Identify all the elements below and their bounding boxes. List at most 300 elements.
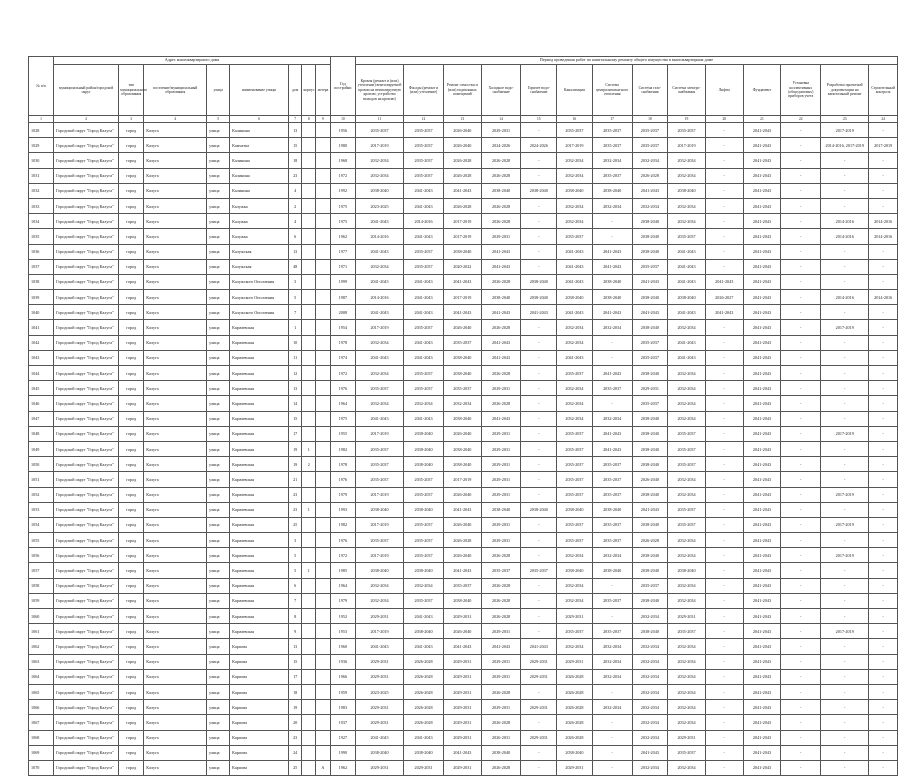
table-cell [316,639,331,654]
table-cell [316,335,331,350]
table-cell: 11 [288,350,302,365]
table-cell: Городской округ "Город Калуга" [54,730,119,745]
table-cell: улица [207,244,230,259]
table-cell: - [781,411,821,426]
table-cell: - [821,669,869,684]
table-cell: 2026-2040 [443,138,481,153]
table-cell: 1060 [29,609,54,624]
table-cell: - [705,745,743,760]
table-cell: город [119,624,144,639]
table-cell: 2035-2037 [632,335,668,350]
table-cell [316,381,331,396]
table-row [29,305,898,320]
table-cell: Карпова [230,715,289,730]
table-cell: улица [207,290,230,305]
table-cell: 2041-2043 [668,350,706,365]
table-cell: 2032-2034 [557,335,593,350]
table-cell: 2026-2028 [632,533,668,548]
table-cell: - [869,654,898,669]
table-cell: 2035-2037 [592,533,632,548]
table-cell: 2041-2043 [481,244,521,259]
table-cell: Калуга [144,593,207,608]
table-cell: Городской округ "Город Калуга" [54,123,119,138]
table-cell: 2035-2037 [557,366,593,381]
table-cell: 1051 [29,472,54,487]
table-cell: Калуга [144,198,207,213]
table-cell: 2038-2040 [592,290,632,305]
table-cell: 2035-2037 [404,123,444,138]
table-cell: 2041-2043 [592,305,632,320]
table-cell: 2041-2043 [404,639,444,654]
table-cell: 2029-2031 [443,715,481,730]
table-cell: - [592,760,632,775]
table-cell: - [821,381,869,396]
table-cell: - [869,198,898,213]
table-cell: 2032-2034 [668,593,706,608]
table-cell: 18 [288,684,302,699]
table-cell: - [821,350,869,365]
table-cell: Городской округ "Город Калуга" [54,214,119,229]
table-cell: - [521,320,557,335]
table-cell: город [119,183,144,198]
table-cell [316,472,331,487]
table-cell: 2029-2031 [355,760,403,775]
table-cell: - [705,350,743,365]
table-cell: 2032-2034 [355,153,403,168]
table-cell [302,533,316,548]
table-cell: Калуга [144,745,207,760]
table-cell: 2035-2037 [404,320,444,335]
table-cell: улица [207,183,230,198]
table-cell: 2032-2034 [632,684,668,699]
table-cell: 5 [288,563,302,578]
table-cell: 2035-2037 [668,502,706,517]
table-cell: - [705,411,743,426]
table-cell: 1042 [29,335,54,350]
table-cell: - [781,517,821,532]
table-cell: 2038-2040 [355,183,403,198]
table-cell [316,350,331,365]
table-cell: Карачевская [230,609,289,624]
table-cell: - [821,183,869,198]
table-header [29,57,898,123]
table-cell: 1956 [330,123,355,138]
table-cell: 2038-2040 [404,563,444,578]
table-cell: - [592,730,632,745]
col-header-24: Строительный контроль [869,65,898,116]
table-cell: улица [207,396,230,411]
table-cell: 5 [288,548,302,563]
table-cell: 23 [288,168,302,183]
table-cell: 1966 [330,669,355,684]
table-cell: - [821,457,869,472]
table-cell: 1032 [29,183,54,198]
col-number-15: 15 [521,116,557,123]
table-cell: 2032-2034 [557,381,593,396]
table-cell: Карпова [230,700,289,715]
table-cell: 1039 [29,290,54,305]
table-cell: 2026-2031 [481,730,521,745]
table-cell: 2032-2034 [668,320,706,335]
table-cell: Карпова [230,684,289,699]
table-cell: 2038-2040 [481,183,521,198]
table-cell: 2032-2034 [632,654,668,669]
address-group-header: Адрес многоквартирного дома [54,57,331,65]
table-cell: Городской округ "Город Калуга" [54,684,119,699]
table-cell: 1055 [29,533,54,548]
table-cell: 2020-2022 [443,259,481,274]
table-cell: - [705,198,743,213]
table-cell: Калинина [230,153,289,168]
table-cell: Городской округ "Город Калуга" [54,153,119,168]
table-cell: Калуга [144,715,207,730]
table-cell: - [869,259,898,274]
table-cell: 1037 [29,259,54,274]
table-cell: 2032-2034 [668,700,706,715]
table-cell: 2026-2028 [404,700,444,715]
table-cell: Городской округ "Город Калуга" [54,502,119,517]
table-cell: 2041-2043 [743,715,781,730]
table-cell: 1972 [330,548,355,563]
table-cell: - [869,168,898,183]
table-cell: Калуга [144,533,207,548]
col-header-5: улица [207,65,230,116]
table-cell: 2035-2037 [632,396,668,411]
table-cell: - [705,244,743,259]
table-cell: 2026-2028 [557,669,593,684]
table-cell: 2038-2040 [632,593,668,608]
table-cell: Калуга [144,305,207,320]
table-cell: 2041-2043 [632,502,668,517]
table-cell: 1978 [330,457,355,472]
table-cell: - [821,609,869,624]
table-cell: 2041-2043 [355,411,403,426]
table-cell: 2038-2040 [592,563,632,578]
table-cell: Калужского Ополчения [230,290,289,305]
table-cell: 1050 [29,457,54,472]
table-cell: 2032-2034 [355,593,403,608]
table-cell: город [119,700,144,715]
table-cell: улица [207,366,230,381]
table-cell: - [705,684,743,699]
table-cell: - [781,609,821,624]
table-cell: 2014-2016 [355,229,403,244]
table-cell: - [521,517,557,532]
table-cell: 2035-2037 [632,123,668,138]
table-row [29,381,898,396]
table-cell: 2035-2037 [592,472,632,487]
table-cell: 2041-2043 [743,138,781,153]
table-cell: - [869,563,898,578]
table-cell: Калуга [144,138,207,153]
table-cell: 2029-2031 [355,700,403,715]
table-cell: 2035-2037 [355,441,403,456]
table-cell: - [869,396,898,411]
table-cell: город [119,563,144,578]
table-cell: Карачевская [230,396,289,411]
table-cell: 2041-2043 [592,441,632,456]
table-cell: город [119,259,144,274]
table-cell: 2032-2034 [668,168,706,183]
table-cell: 2023-2025 [355,198,403,213]
table-cell: 2041-2043 [743,123,781,138]
table-cell: 1982 [330,441,355,456]
table-cell: улица [207,168,230,183]
table-cell: 2041-2043 [743,290,781,305]
table-cell: 2038-2040 [632,366,668,381]
table-cell: 1953 [330,624,355,639]
table-cell: 2035-2037 [404,472,444,487]
table-cell: улица [207,305,230,320]
table-cell [302,411,316,426]
table-cell: 2035-2037 [355,457,403,472]
table-cell: 1980 [330,138,355,153]
table-cell: Калуга [144,457,207,472]
table-cell: 2041-2043 [443,274,481,289]
table-cell: улица [207,153,230,168]
col-number-24: 24 [869,116,898,123]
table-cell: улица [207,487,230,502]
table-cell: Городской округ "Город Калуга" [54,366,119,381]
table-cell: Карачевская [230,593,289,608]
table-cell [302,624,316,639]
table-cell: 2035-2037 [355,381,403,396]
table-cell: 2032-2034 [632,730,668,745]
table-cell: - [705,502,743,517]
table-cell: - [592,609,632,624]
table-cell: 2041-2043 [521,639,557,654]
table-cell: - [869,715,898,730]
table-cell: 2017-2019 [443,214,481,229]
table-cell: 1993 [330,502,355,517]
table-cell [316,441,331,456]
table-cell [302,548,316,563]
table-row [29,274,898,289]
table-cell: - [869,426,898,441]
table-cell: 2041-2043 [443,639,481,654]
table-cell: Калуга [144,335,207,350]
table-cell: - [821,715,869,730]
table-cell: 2029-2031 [443,669,481,684]
table-cell: 2032-2034 [668,578,706,593]
table-cell: 13 [288,381,302,396]
table-cell: - [869,502,898,517]
table-cell: - [705,487,743,502]
table-cell [316,715,331,730]
table-cell: 2032-2034 [592,639,632,654]
table-cell: 1068 [29,730,54,745]
table-cell: 2026-2028 [481,320,521,335]
table-cell: - [521,381,557,396]
table-cell: 2041-2043 [481,411,521,426]
col-number-17: 17 [592,116,632,123]
table-cell: 2032-2034 [632,198,668,213]
table-cell: 2032-2034 [592,411,632,426]
table-cell: 2032-2034 [632,639,668,654]
table-cell: Калуга [144,669,207,684]
table-cell: 2017-2019 [355,426,403,441]
table-cell: 10 [288,335,302,350]
table-cell: 2026-2028 [443,533,481,548]
table-cell: - [821,396,869,411]
table-cell: улица [207,578,230,593]
table-cell: 2026-2028 [481,609,521,624]
table-cell: Калуга [144,624,207,639]
table-cell [316,730,331,745]
table-cell [316,411,331,426]
table-cell: - [781,502,821,517]
table-cell: 2026-2028 [443,198,481,213]
table-cell: город [119,578,144,593]
table-row [29,563,898,578]
table-cell: - [705,426,743,441]
table-cell: - [869,760,898,775]
table-cell: 2038-2040 [481,290,521,305]
table-cell [316,548,331,563]
table-cell: 2035-2037 [557,517,593,532]
table-cell: 2041-2043 [743,700,781,715]
table-cell: 2041-2043 [743,305,781,320]
table-cell: 1952 [330,609,355,624]
table-cell: 2038-2040 [632,548,668,563]
table-cell: Городской округ "Город Калуга" [54,669,119,684]
table-cell: 2035-2037 [557,472,593,487]
col-number-14: 14 [481,116,521,123]
table-cell: 1046 [29,396,54,411]
table-cell: 2038-2040 [404,745,444,760]
table-cell: улица [207,654,230,669]
col-header-21: Фундамент [743,65,781,116]
col-header-19: Система электро-снабжения [668,65,706,116]
table-cell: Калуга [144,229,207,244]
table-cell: 2017-2019 [443,290,481,305]
table-cell: 2035-2037 [557,487,593,502]
table-cell: 2041-2043 [481,305,521,320]
table-cell: - [705,654,743,669]
table-cell: 2026-2028 [481,684,521,699]
table-cell: - [869,745,898,760]
table-cell: 2041-2043 [743,350,781,365]
table-cell: 2 [302,457,316,472]
table-cell: 2026-2028 [557,730,593,745]
table-cell: 2038-2040 [632,517,668,532]
table-cell: улица [207,472,230,487]
table-cell [316,517,331,532]
table-cell: - [781,639,821,654]
table-cell: 2032-2034 [557,396,593,411]
table-row [29,760,898,775]
table-cell: - [705,472,743,487]
table-cell: 1 [288,320,302,335]
table-cell: 1976 [330,472,355,487]
table-cell: 2041-2043 [592,366,632,381]
table-cell: - [869,350,898,365]
table-cell: 2017-2019 [821,487,869,502]
table-cell: Городской округ "Город Калуга" [54,760,119,775]
table-cell: 24 [288,745,302,760]
table-cell: - [705,320,743,335]
table-cell: город [119,335,144,350]
col-header-12: Фасады (ремонт и (или) утепление) [404,65,444,116]
table-cell: - [705,183,743,198]
table-cell: 2026-2028 [557,700,593,715]
table-cell: 2041-2043 [443,183,481,198]
table-cell: - [521,411,557,426]
table-cell: 17 [288,669,302,684]
table-cell: 1045 [29,381,54,396]
table-cell: 1048 [29,426,54,441]
table-row [29,502,898,517]
table-cell: 2038-2040 [443,366,481,381]
table-cell: Калуга [144,639,207,654]
table-cell: Городской округ "Город Калуга" [54,168,119,183]
table-cell: Городской округ "Город Калуга" [54,244,119,259]
table-cell: - [521,198,557,213]
table-cell: - [821,502,869,517]
table-cell: 2041-2043 [743,487,781,502]
table-cell: - [781,320,821,335]
table-cell: город [119,381,144,396]
table-cell: 2038-2040 [632,229,668,244]
table-cell: 2014-2016 [869,214,898,229]
table-cell: - [821,700,869,715]
table-cell: 1974 [330,350,355,365]
table-cell: 2038-2040 [443,441,481,456]
table-cell: 2035-2037 [557,533,593,548]
table-cell: - [521,426,557,441]
table-cell: - [869,578,898,593]
table-cell: Калуга [144,411,207,426]
table-cell: - [781,441,821,456]
table-cell: Калужка [230,229,289,244]
table-row [29,198,898,213]
table-cell: 2041-2043 [705,305,743,320]
table-cell: 2041-2043 [404,609,444,624]
table-cell [302,715,316,730]
col-header-15: Горячее водо-снабжение [521,65,557,116]
table-cell: Калуга [144,760,207,775]
table-cell: 2029-2031 [481,533,521,548]
table-cell: город [119,472,144,487]
table-cell: 2041-2043 [668,335,706,350]
table-cell: 2026-2028 [481,548,521,563]
table-cell: 2041-2043 [743,366,781,381]
table-cell: - [821,153,869,168]
table-cell: 2038-2040 [521,290,557,305]
table-row [29,639,898,654]
table-cell: 2026-2028 [557,684,593,699]
table-cell: 2041-2043 [743,533,781,548]
table-cell: 2041-2043 [743,684,781,699]
register-sheet [28,56,898,776]
table-cell: 6 [288,578,302,593]
table-cell: Городской округ "Город Калуга" [54,335,119,350]
table-cell: 15 [288,411,302,426]
table-cell: 2026-2028 [481,760,521,775]
table-cell: 2032-2034 [668,533,706,548]
table-cell: - [521,441,557,456]
table-cell: 2041-2043 [557,350,593,365]
table-cell: 1029 [29,138,54,153]
table-cell: 2017-2019 [869,138,898,153]
table-cell: улица [207,457,230,472]
table-cell: - [592,684,632,699]
table-cell: улица [207,669,230,684]
table-cell [316,745,331,760]
table-cell: 1979 [330,487,355,502]
table-cell [302,123,316,138]
table-cell: 23 [288,487,302,502]
